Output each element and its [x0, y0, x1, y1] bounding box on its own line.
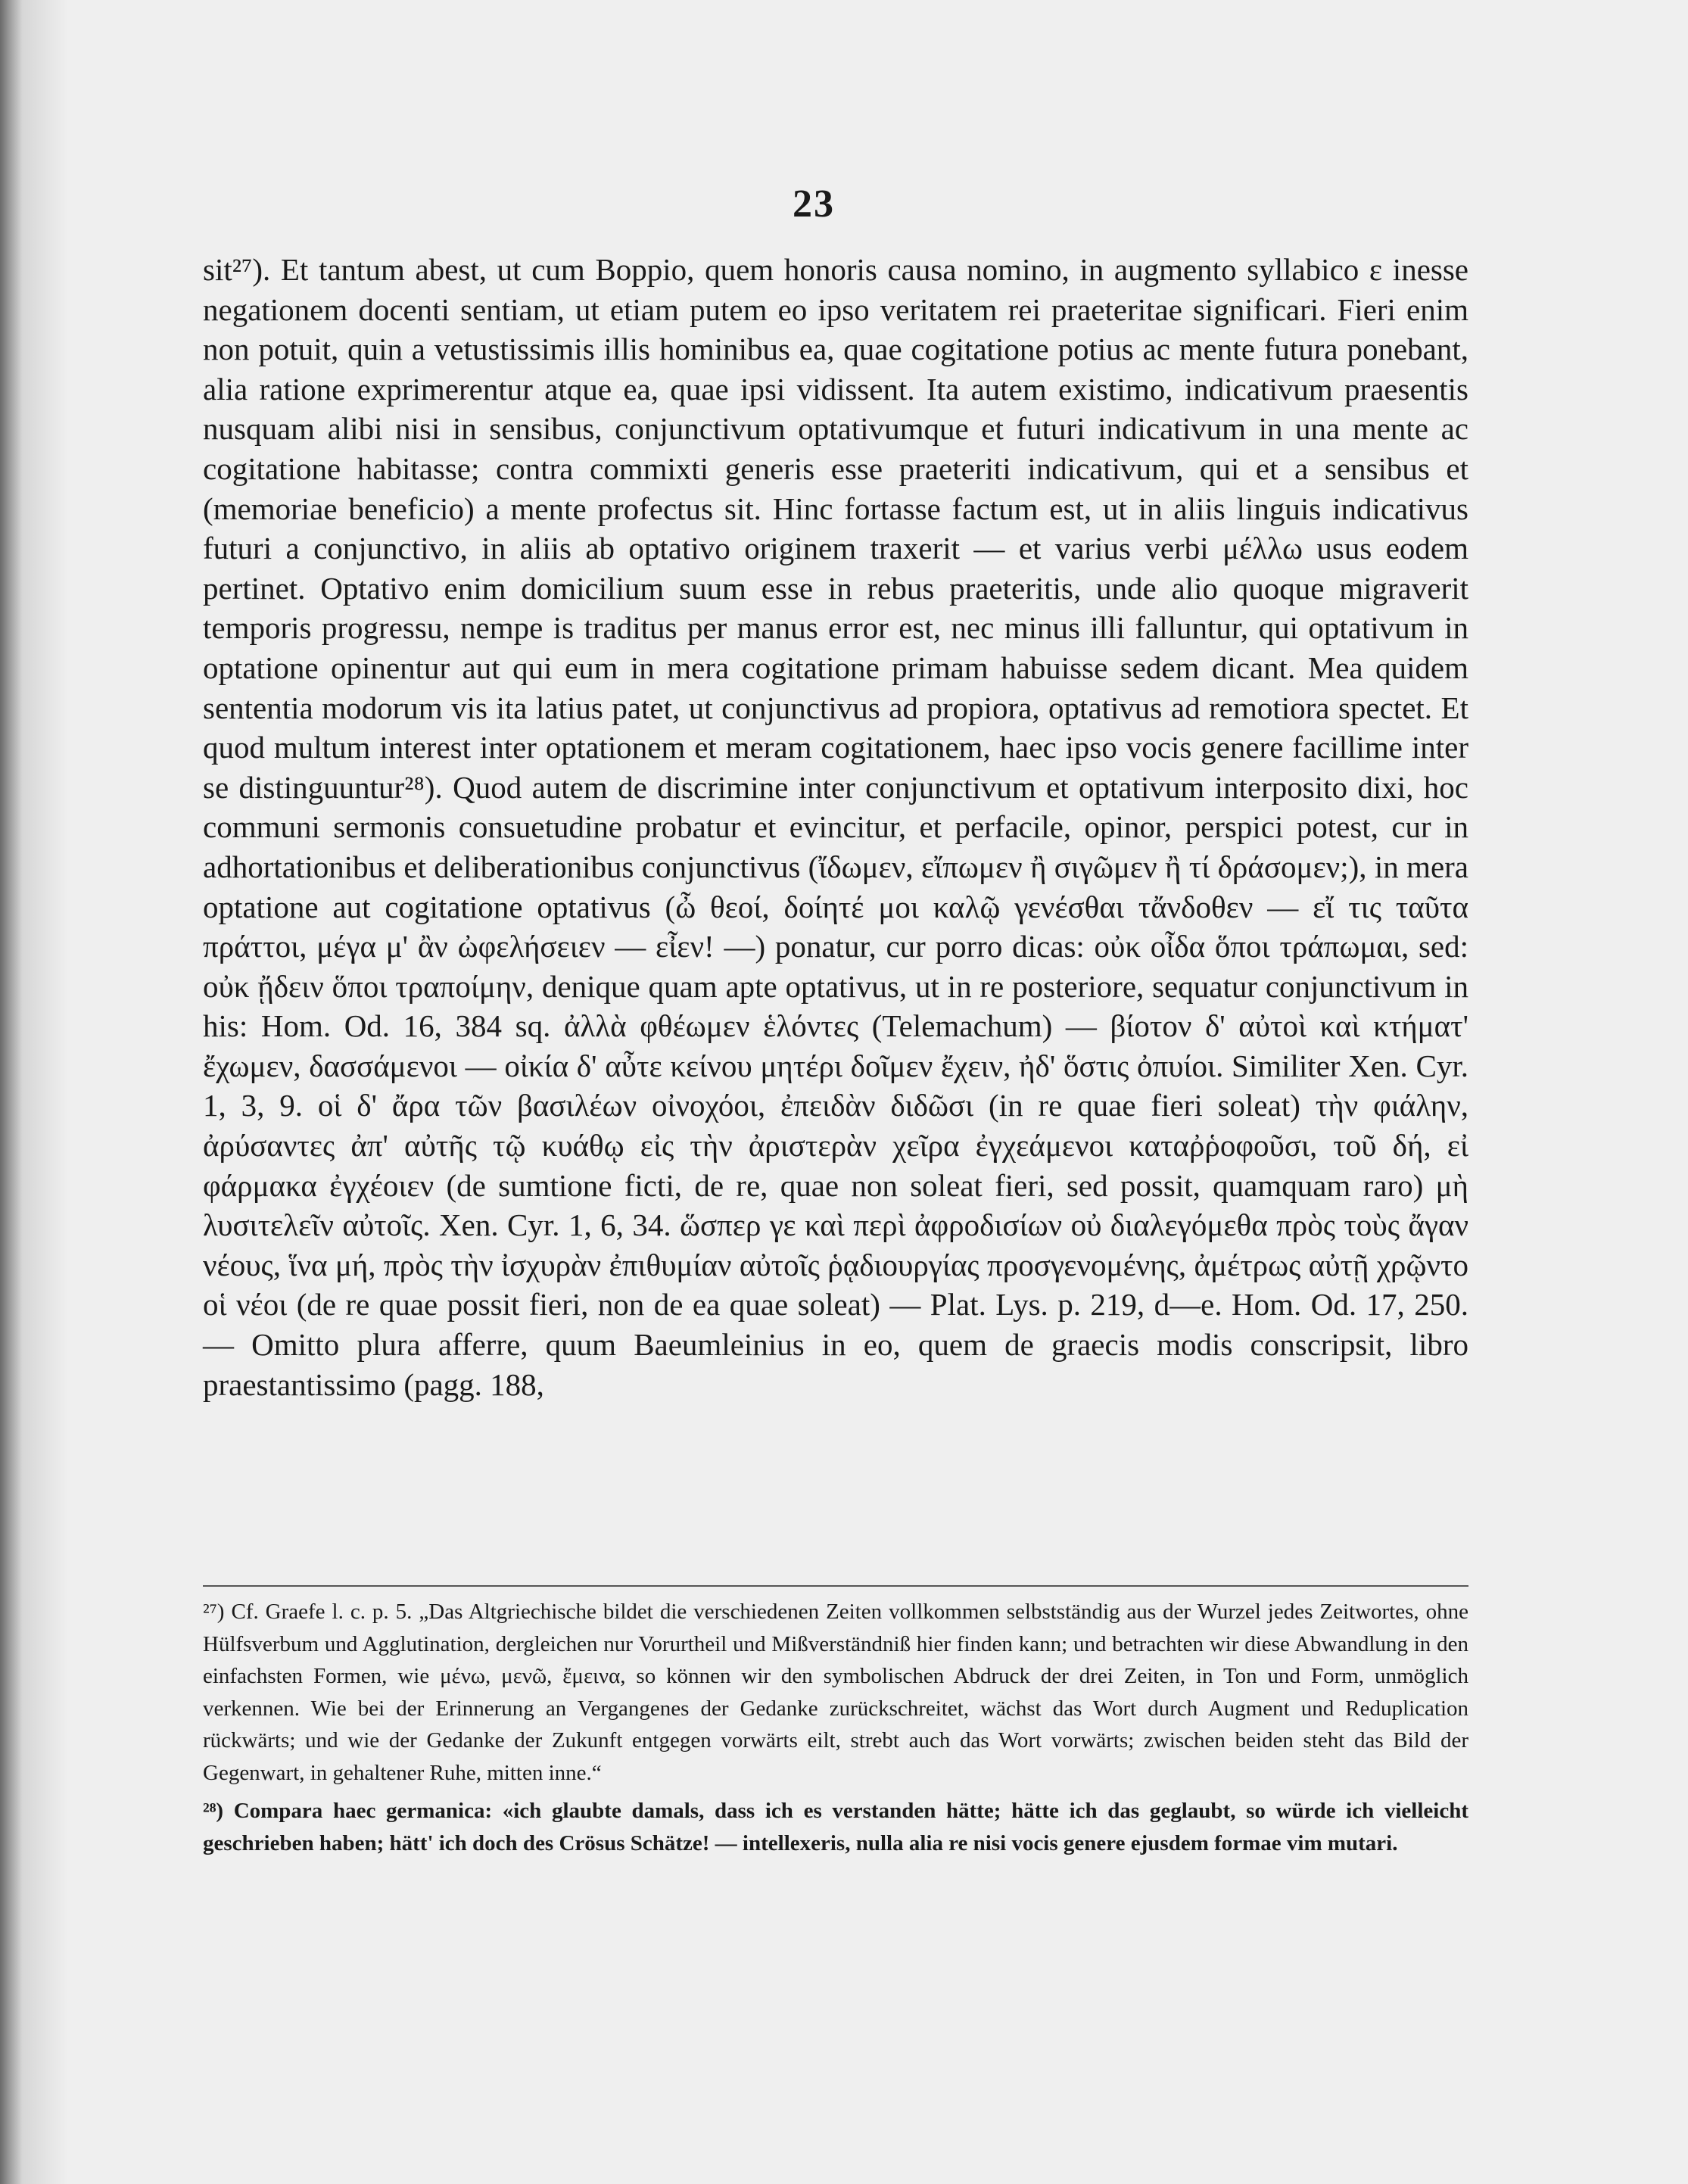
book-binding-edge — [0, 0, 23, 2184]
main-text-block — [203, 250, 1468, 1404]
footnote-27: ²⁷) Cf. Graefe l. c. p. 5. „Das Altgriechische bildet die verschiedenen Zeiten vollkommen selbstständig aus der Wurzel jedes Zeitwortes, ohne Hülfsverbum und Agglutination, dergleichen nur Vorurtheil und Mißverständniß hier finden kann; und betrachten wir diese Abwandlung in den einfachsten Formen, wie μένω, μενῶ, ἔμεινα, so können wir den symbolischen Abdruck der drei Zeiten, in Ton und Form, unmöglich verkennen. Wie bei der Erinnerung an Vergangenes der Gedanke zurückschreitet, wächst das Wort durch Augment und Reduplication rückwärts; und wie der Gedanke der Zukunft entgegen vorwärts eilt, strebt auch das Wort vorwärts; zwischen beiden steht das Bild der Gegenwart, in gehaltener Ruhe, mitten inne.“ — [203, 1600, 1468, 1785]
binding-shadow — [23, 0, 68, 2184]
main-paragraph: sit²⁷). Et tantum abest, ut cum Boppio, quem honoris causa nomino, in augmento syllabico ε inesse negationem docenti sentiam, ut etiam putem eo ipso veritatem rei praeteritae significari. Fieri enim non potuit, quin a vetustissimis illis hominibus ea, quae cogitatione potius ac mente futura ponebant, alia ratione exprimerentur atque ea, quae ipsi vidissent. Ita autem existimo, indicativum praesentis nusquam alibi nisi in sensibus, conjunctivum optativumque et futuri indicativum in una mente ac cogitatione habitasse; contra commixti generis esse praeteriti indicativum, qui et a sensibus et (memoriae beneficio) a mente profectus sit. Hinc fortasse factum est, ut in aliis linguis indicativus futuri a conjunctivo, in aliis ab optativo originem traxerit — et varius verbi μέλλω usus eodem pertinet. Optativo enim domicilium suum esse in rebus praeteritis, unde alio quoque migraverit temporis progressu, nempe is traditus per manus error est, nec minus illi falluntur, qui optativum in optatione opinentur aut qui eum in mera cogitatione primam habuisse sedem dicant. Mea quidem sententia modorum vis ita latius patet, ut conjunctivus ad propiora, optativus ad remotiora spectet. Et quod multum interest inter optationem et meram cogitationem, haec ipso vocis genere facillime inter se distinguuntur²⁸). Quod autem de discrimine inter conjunctivum et optativum interposito dixi, hoc communi sermonis consuetudine probatur et evincitur, et perfacile, opinor, perspici potest, cur in adhortationibus et deliberationibus conjunctivus (ἴδωμεν, εἴπωμεν ἢ σιγῶμεν ἢ τί δράσομεν;), in mera optatione aut cogitatione optativus (ὦ θεοί, δοίητέ μοι καλῷ γενέσθαι τἄνδοθεν — εἴ τις ταῦτα πράττοι, μέγα μ' ἂν ὠφελήσειεν — εἶεν! —) ponatur, cur porro dicas: οὐκ οἶδα ὅποι τράπωμαι, sed: οὐκ ᾔδειν ὅποι τραποίμην, denique quam apte optativus, ut in re posteriore, sequatur conjunctivum in his: Hom. Od. 16, 384 sq. ἀλλὰ φθέωμεν ἑλόντες (Telemachum) — βίοτον δ' αὐτοὶ καὶ κτήματ' ἔχωμεν, δασσάμενοι — οἰκία δ' αὖτε κείνου μητέρι δοῖμεν ἔχειν, ἠδ' ὅστις ὀπυίοι. Similiter Xen. Cyr. 1, 3, 9. οἱ δ' ἄρα τῶν βασιλέων οἰνοχόοι, ἐπειδὰν διδῶσι (in re quae fieri soleat) τὴν φιάλην, ἀρύσαντες ἀπ' αὐτῆς τῷ κυάθῳ εἰς τὴν ἀριστερὰν χεῖρα ἐγχεάμενοι καταῤῥοφοῦσι, τοῦ δή, εἰ φάρμακα ἐγχέοιεν (de sumtione ficti, de re, quae non soleat fieri, sed possit, quamquam raro) μὴ λυσιτελεῖν αὐτοῖς. Xen. Cyr. 1, 6, 34. ὥσπερ γε καὶ περὶ ἀφροδισίων οὐ διαλεγόμεθα πρὸς τοὺς ἄγαν νέους, ἵνα μή, πρὸς τὴν ἰσχυρὰν ἐπιθυμίαν αὐτοῖς ῥᾳδιουργίας προσγενομένης, ἀμέτρως αὐτῇ χρῷντο οἱ νέοι (de re quae possit fieri, non de ea quae soleat) — Plat. Lys. p. 219, d—e. Hom. Od. 17, 250. — Omitto plura afferre, quum Baeumleinius in eo, quem de graecis modis conscripsit, libro praestantissimo (pagg. 188, — [203, 252, 1468, 1402]
footnote-28: ²⁸) Compara haec germanica: «ich glaubte damals, dass ich es verstanden hätte; hätte ich das geglaubt, so würde ich vielleicht geschrieben haben; hätt' ich doch des Crösus Schätze! — intellexeris, nulla alia re nisi vocis genere ejusdem formae vim mutari. — [203, 1799, 1468, 1855]
footnote-separator-rule — [203, 1585, 1468, 1587]
page-number: 23 — [793, 182, 835, 226]
footnotes-block — [203, 1596, 1468, 1859]
